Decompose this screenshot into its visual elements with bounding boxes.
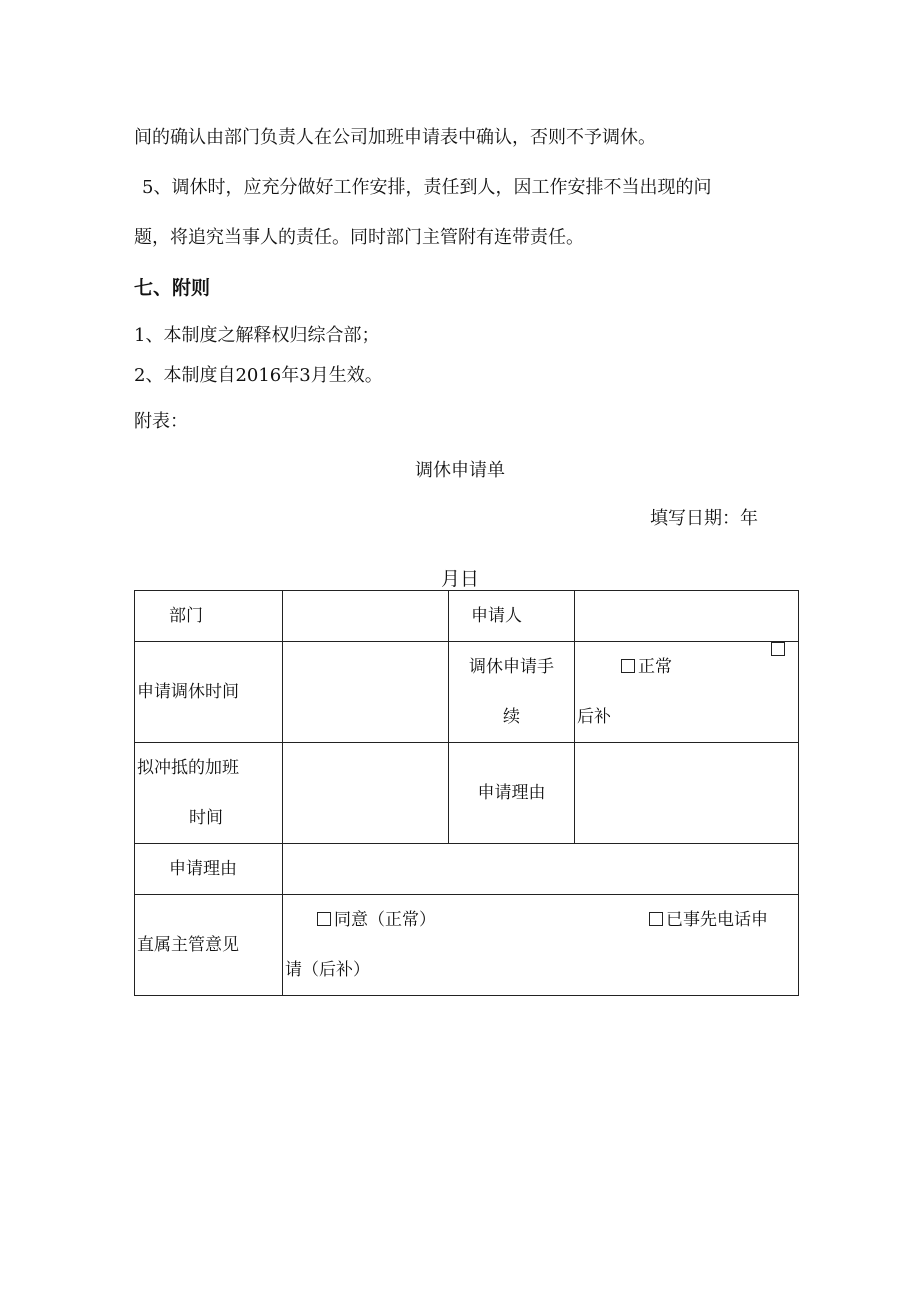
overtime-field[interactable] bbox=[283, 743, 449, 844]
table-row bbox=[135, 591, 799, 642]
option-phone[interactable]: 已事先电话申 bbox=[649, 895, 768, 945]
supervisor-label: 直属主管意见 bbox=[135, 895, 283, 996]
overtime-label-line-2: 时间 bbox=[189, 808, 223, 828]
attachment-label: 附表： bbox=[134, 411, 188, 432]
time-field[interactable] bbox=[283, 642, 449, 743]
time-label: 申请调休时间 bbox=[135, 642, 283, 743]
month-day: 月日 bbox=[440, 568, 479, 590]
applicant-field[interactable] bbox=[575, 591, 799, 642]
table-row bbox=[135, 844, 799, 895]
fill-date: 填写日期：年 bbox=[650, 508, 758, 529]
procedure-label bbox=[449, 642, 575, 743]
supervisor-options-line bbox=[285, 895, 796, 945]
appendix-item-1: 1、本制度之解释权归综合部； bbox=[134, 325, 380, 346]
reason-label: 申请理由 bbox=[135, 844, 283, 895]
checkbox-icon[interactable] bbox=[771, 642, 785, 656]
table-row bbox=[135, 895, 799, 996]
reason-field[interactable] bbox=[283, 844, 799, 895]
checkbox-icon[interactable] bbox=[621, 659, 635, 673]
option-normal[interactable]: 正常 bbox=[621, 642, 672, 692]
section-heading: 七、附则 bbox=[134, 277, 211, 299]
procedure-options-line bbox=[577, 642, 796, 692]
reason-label-inner: 申请理由 bbox=[449, 743, 575, 844]
applicant-label: 申请人 bbox=[449, 591, 575, 642]
form-title: 调休申请单 bbox=[415, 460, 505, 481]
procedure-options bbox=[575, 642, 799, 743]
option-makeup-label: 后补 bbox=[577, 707, 611, 727]
supervisor-options bbox=[283, 895, 799, 996]
option-agree[interactable]: 同意（正常） bbox=[317, 895, 436, 945]
overtime-label bbox=[135, 743, 283, 844]
paragraph-2: 5、调休时，应充分做好工作安排，责任到人，因工作安排不当出现的问 bbox=[142, 177, 712, 198]
dept-label: 部门 bbox=[135, 591, 283, 642]
table-row bbox=[135, 642, 799, 743]
paragraph-1: 间的确认由部门负责人在公司加班申请表中确认，否则不予调休。 bbox=[134, 127, 656, 148]
checkbox-icon[interactable] bbox=[317, 912, 331, 926]
overtime-label-line-1: 拟冲抵的加班 bbox=[137, 758, 239, 778]
procedure-label-line-2: 续 bbox=[503, 707, 520, 727]
option-phone-line-2: 请（后补） bbox=[285, 960, 370, 980]
leave-application-table bbox=[134, 590, 799, 996]
reason-field-inner[interactable] bbox=[575, 743, 799, 844]
paragraph-3: 题，将追究当事人的责任。同时部门主管附有连带责任。 bbox=[134, 227, 584, 248]
procedure-label-line-1: 调休申请手 bbox=[469, 657, 554, 677]
appendix-item-2: 2、本制度自2016年3月生效。 bbox=[134, 365, 383, 386]
table-row bbox=[135, 743, 799, 844]
checkbox-icon[interactable] bbox=[649, 912, 663, 926]
dept-field[interactable] bbox=[283, 591, 449, 642]
